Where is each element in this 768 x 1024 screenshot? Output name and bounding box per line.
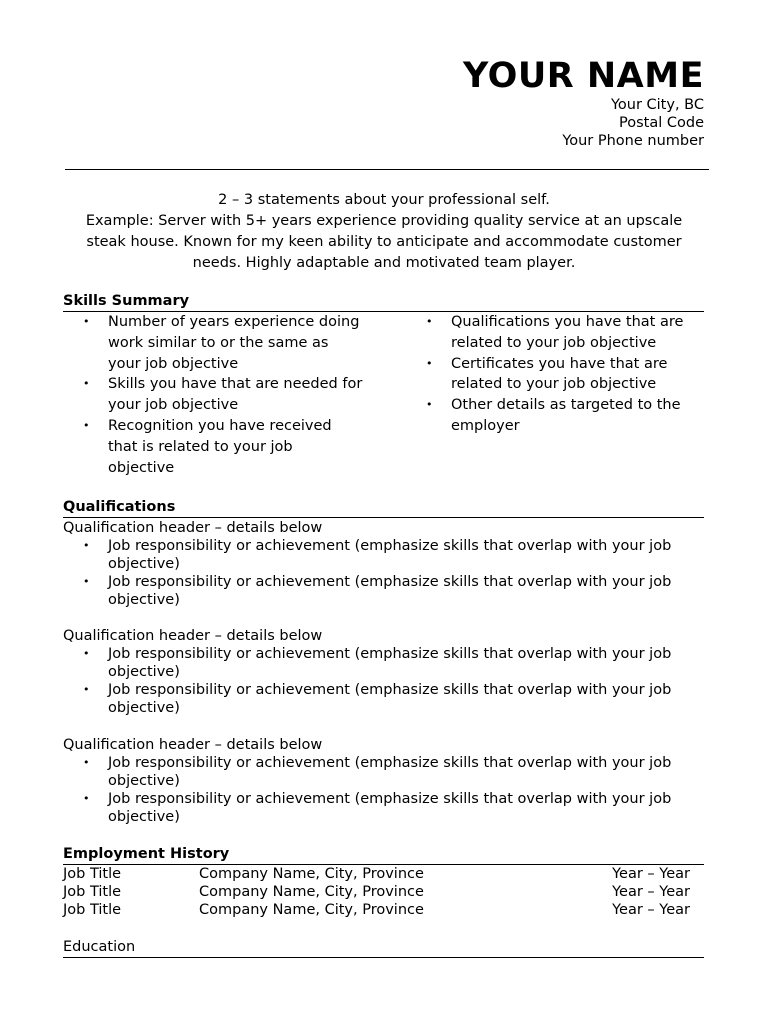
skill-bullet: • Number of years experience doing work similar to or the same as your job objective [63,312,363,374]
qualification-header: Qualification header – details below [63,520,323,536]
skill-bullet: • Skills you have that are needed for your job objective [63,374,363,416]
job-title: Job Title [63,866,122,882]
skills-left-column [63,312,363,478]
job-title: Job Title [63,884,122,900]
qualification-bullet: • Job responsibility or achievement (emphasize skills that overlap with your job objective) [63,645,708,681]
education-heading: Education [63,938,704,958]
employment-table [63,865,704,919]
qualification-header: Qualification header – details below [63,628,323,644]
qualification-bullet: • Job responsibility or achievement (emphasize skills that overlap with your job objective) [63,681,708,717]
qualification-bullet: • Job responsibility or achievement (emphasize skills that overlap with your job objective) [63,537,708,573]
professional-summary [64,190,704,274]
company-name: Company Name, City, Province [199,884,424,900]
skills-summary-heading: Skills Summary [63,292,704,312]
qualifications-heading: Qualifications [63,498,704,518]
qualification-bullet: • Job responsibility or achievement (emphasize skills that overlap with your job objective) [63,754,708,790]
phone-line: Your Phone number [562,133,704,149]
qualification-group [63,519,708,609]
applicant-name: YOUR NAME [462,56,704,96]
qualification-header: Qualification header – details below [63,737,323,753]
summary-line: 2 – 3 statements about your professional self. [218,192,550,208]
skills-right-column [406,312,706,437]
summary-line: steak house. Known for my keen ability to anticipate and accommodate customer [86,234,682,250]
skill-bullet: • Qualifications you have that are related to your job objective [406,312,706,354]
employment-row [63,883,704,901]
job-title: Job Title [63,902,122,918]
qualification-group [63,736,708,826]
qualification-bullet: • Job responsibility or achievement (emphasize skills that overlap with your job objective) [63,573,708,609]
summary-line: needs. Highly adaptable and motivated team player. [192,255,576,271]
qualification-group [63,627,708,717]
employment-years: Year – Year [612,884,690,900]
skill-bullet: • Certificates you have that are related to your job objective [406,354,706,396]
company-name: Company Name, City, Province [199,866,424,882]
skill-bullet: • Other details as targeted to the employer [406,395,706,437]
qualification-bullet: • Job responsibility or achievement (emphasize skills that overlap with your job objective) [63,790,708,826]
company-name: Company Name, City, Province [199,902,424,918]
employment-row [63,865,704,883]
employment-years: Year – Year [612,866,690,882]
employment-years: Year – Year [612,902,690,918]
skill-bullet: • Recognition you have received that is related to your job objective [63,416,363,478]
postal-code-line: Postal Code [619,115,704,131]
contact-header [463,56,704,150]
employment-history-heading: Employment History [63,845,704,865]
header-divider [65,169,709,170]
city-line: Your City, BC [610,97,704,113]
employment-row [63,901,704,919]
summary-line: Example: Server with 5+ years experience providing quality service at an upscale [85,213,683,229]
